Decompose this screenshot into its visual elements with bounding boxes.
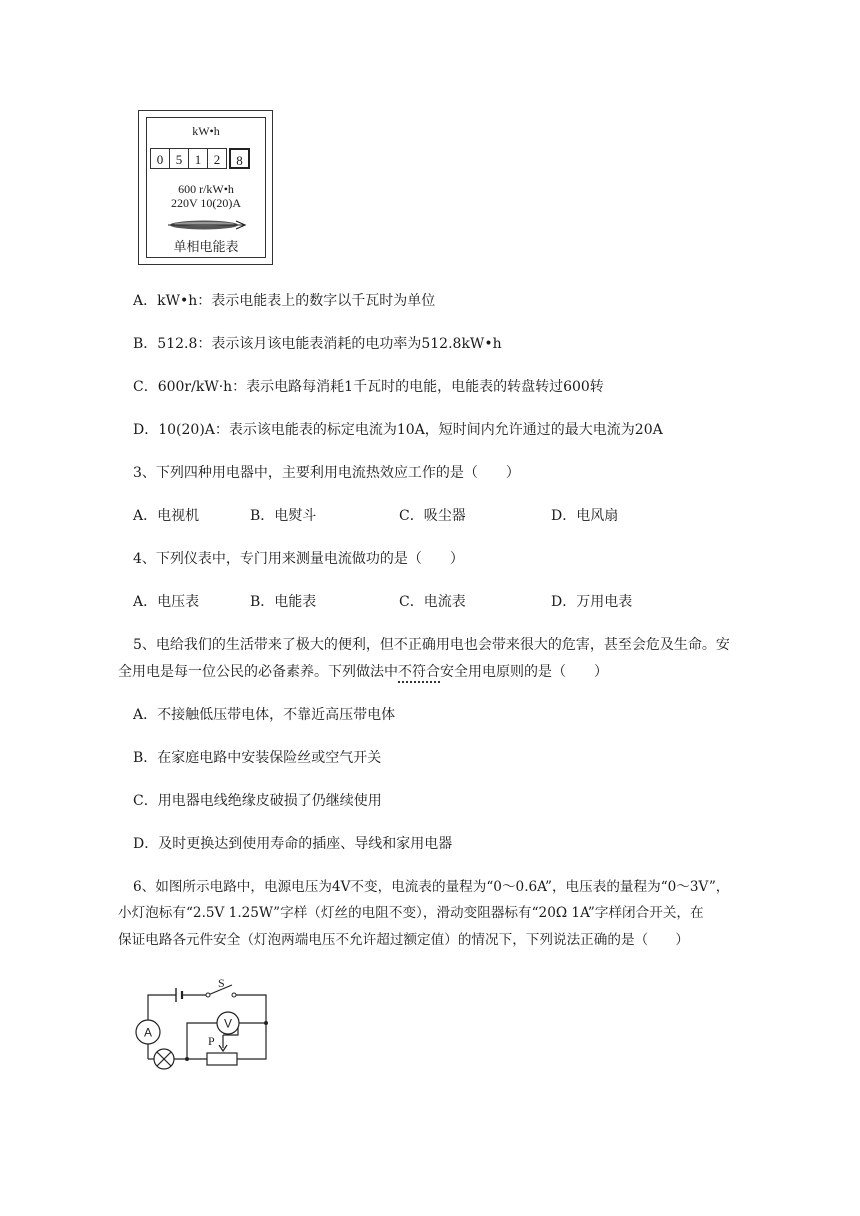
switch-label: S — [218, 976, 225, 990]
q4-option-c: C．电流表 — [399, 594, 466, 610]
q5-stem-line1: 5、电给我们的生活带来了极大的便利，但不正确用电也会带来很大的危害，甚至会危及生命。安 — [133, 637, 730, 653]
q5-stem-line2-post: 安全用电原则的是（ ） — [440, 664, 608, 680]
q3-option-d: D．电风扇 — [551, 508, 619, 524]
q5-stem-line2 — [118, 662, 608, 682]
meter-spec-rating: 220V 10(20)A — [170, 196, 242, 210]
q3-option-a: A．电视机 — [133, 508, 200, 524]
q3-option-c: C．吸尘器 — [399, 508, 466, 524]
q5-emphasis: 不符合 — [398, 664, 440, 683]
q3-option-b: B．电熨斗 — [250, 508, 317, 524]
q6-stem-line1: 6、如图所示电路中，电源电压为4V不变，电流表的量程为“0～0.6A”，电压表的量程为“0～3V”， — [133, 879, 730, 895]
meter-digit: 5 — [169, 148, 189, 169]
q2-option-b: B．512.8：表示该月该电能表消耗的电功率为512.8kW•h — [133, 336, 502, 352]
q5-stem-line2-pre: 全用电是每一位公民的必备素养。下列做法中 — [118, 664, 398, 680]
meter-disc-icon — [168, 218, 248, 232]
circuit-diagram — [128, 975, 278, 1080]
q2-option-a: A．kW•h：表示电能表上的数字以千瓦时为单位 — [133, 293, 436, 309]
lamp-icon — [154, 1049, 174, 1069]
meter-digit: 1 — [188, 148, 208, 169]
q4-stem: 4、下列仪表中，专门用来测量电流做功的是（ ） — [133, 551, 464, 567]
meter-digits — [151, 148, 250, 169]
meter-spec-revolutions: 600 r/kW•h — [178, 182, 234, 196]
meter-unit: kW•h — [192, 124, 220, 138]
ammeter-label: A — [143, 1025, 153, 1040]
q4-option-d: D．万用电表 — [551, 594, 633, 610]
meter-digit: 0 — [150, 148, 170, 169]
q5-option-c: C．用电器电线绝缘皮破损了仍继续使用 — [133, 793, 382, 809]
q5-option-d: D．及时更换达到使用寿命的插座、导线和家用电器 — [133, 836, 453, 852]
q2-option-c: C．600r/kW·h：表示电路每消耗1千瓦时的电能，电能表的转盘转过600转 — [133, 379, 604, 395]
slider-label: P — [208, 1034, 215, 1048]
meter-digit: 2 — [207, 148, 227, 169]
meter-digit-decimal: 8 — [229, 148, 250, 169]
q3-stem: 3、下列四种用电器中，主要利用电流热效应工作的是（ ） — [133, 465, 520, 481]
q5-option-b: B．在家庭电路中安装保险丝或空气开关 — [133, 750, 382, 766]
q6-stem-line2: 小灯泡标有“2.5V 1.25W”字样（灯丝的电阻不变），滑动变阻器标有“20Ω 1A”字样闭合开关，在 — [118, 905, 704, 921]
q2-option-d: D．10(20)A：表示该电能表的标定电流为10A，短时间内允许通过的最大电流为20A — [133, 422, 663, 438]
q5-option-a: A．不接触低压带电体，不靠近高压带电体 — [133, 707, 396, 723]
rheostat-icon — [207, 1053, 237, 1065]
voltmeter-label: V — [223, 1016, 233, 1031]
meter-label: 单相电能表 — [173, 239, 239, 254]
q4-option-a: A．电压表 — [133, 594, 200, 610]
q4-option-b: B．电能表 — [250, 594, 317, 610]
q6-stem-line3: 保证电路各元件安全（灯泡两端电压不允许超过额定值）的情况下，下列说法正确的是（ ） — [118, 932, 689, 948]
